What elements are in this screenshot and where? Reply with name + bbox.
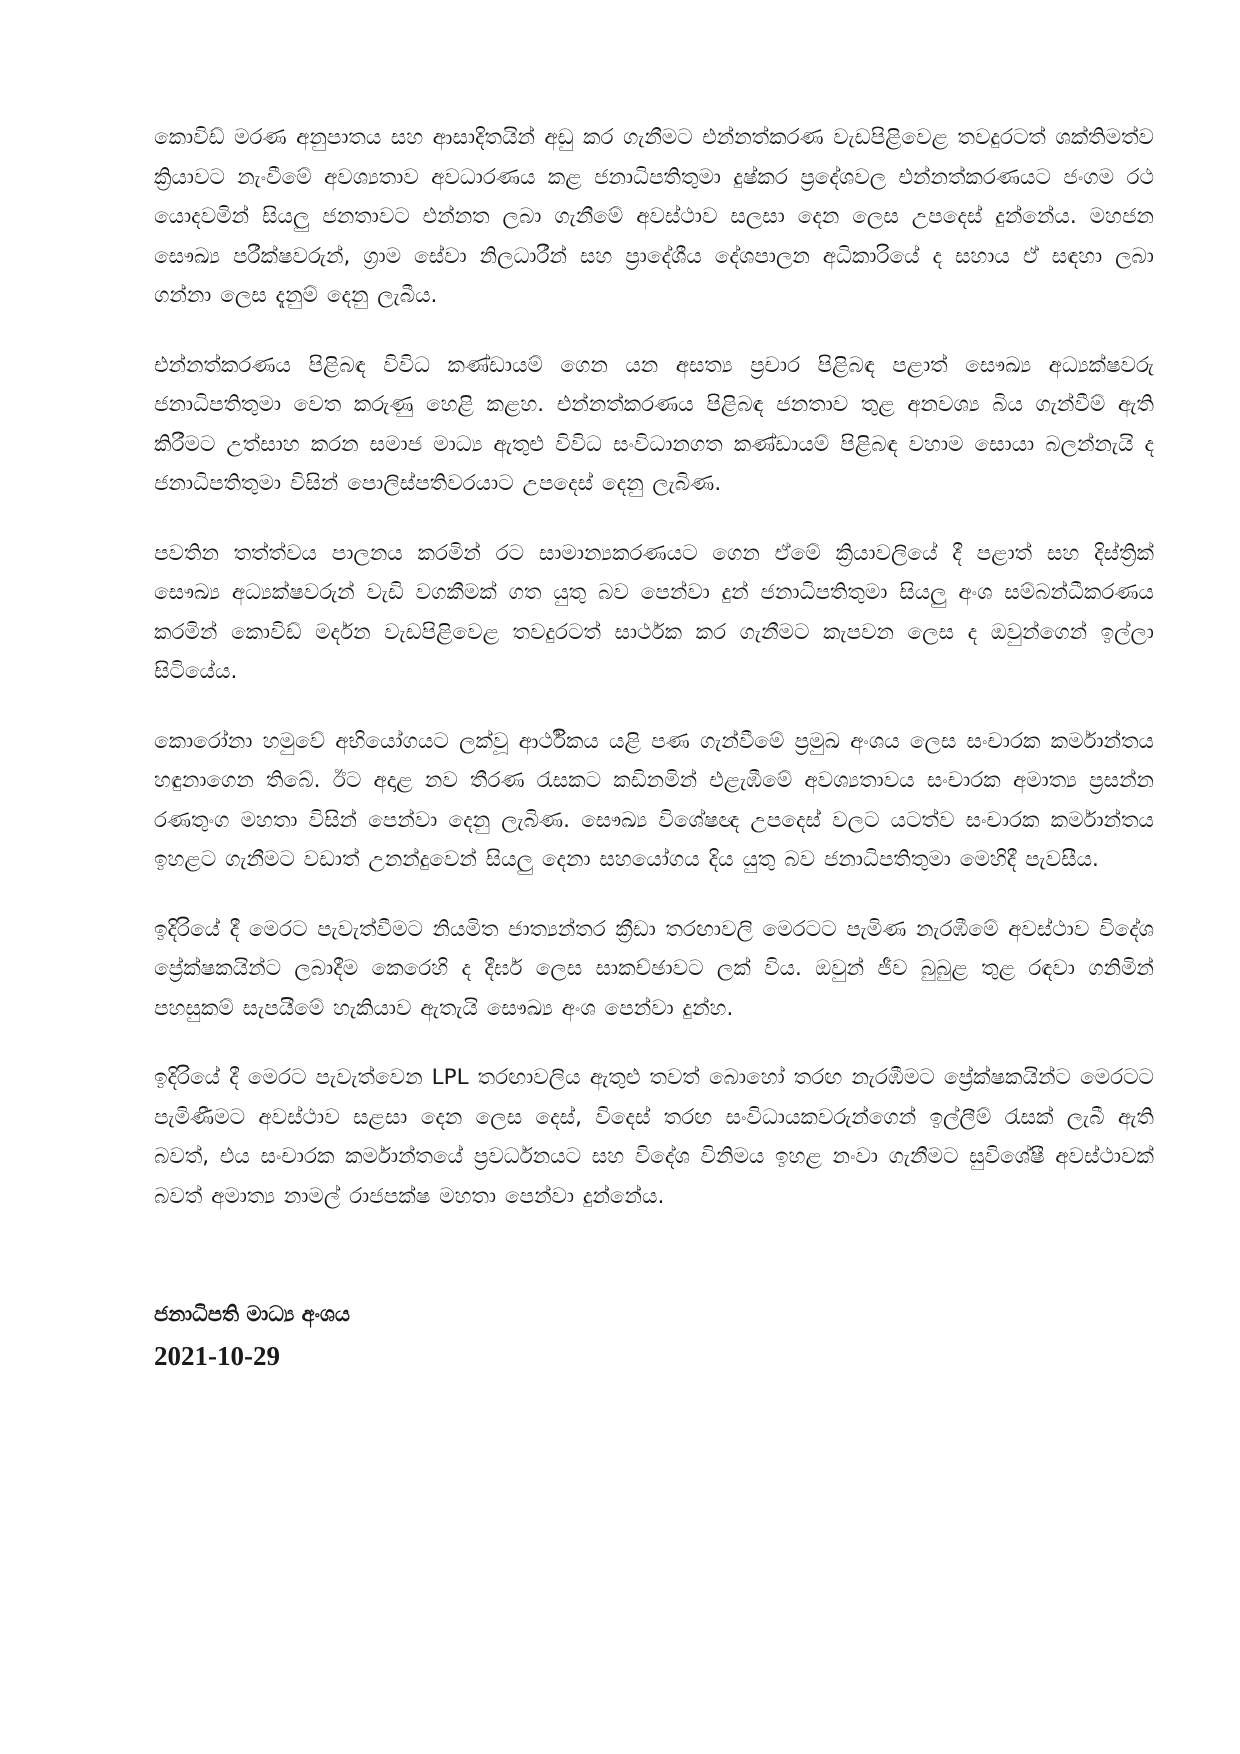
paragraph-3: පවතින තත්ත්වය පාලනය කරමින් රට සාමාන්‍යකරණයට ගෙන ඒමේ ක්‍රියාවලියේ දී පළාත් සහ දිස්ත්‍රික් සෞඛ්‍ය අධ්‍යක්ෂවරුන් වැඩි වගකීමක් ගත යුතු බව පෙන්වා දුන් ජනාධිපතිතුමා සියලු අංශ සම්බන්ධීකරණය කරමින් කොවිඩ් මර්දන වැඩපිළිවෙළ තවදුරටත් සාර්ථක කර ගැනීමට කැපවන ලෙස ද ඔවුන්ගෙන් ඉල්ලා සිටියේය. (154, 540, 1154, 684)
paragraph-5: ඉදිරියේ දී මෙරට පැවැත්වීමට නියමිත ජාත්‍යන්තර ක්‍රීඩා තරඟාවලි මෙරටට පැමිණ නැරඹීමේ අවස්ථාව විදේශ ප්‍රේක්ෂකයින්ට ලබාදීම කෙරෙහි ද දීර්ඝ ලෙස සාකච්ඡාවට ලක් විය. ඔවුන් ජීව බුබුළ තුළ රඳවා ගනිමින් පහසුකම් සැපයීමේ හැකියාව ඇතැයි සෞඛ්‍ය අංශ පෙන්වා දුන්හ. (154, 916, 1154, 1021)
paragraph-4: කොරෝනා හමුවේ අභියෝගයට ලක්වූ ආර්ථිකය යළි පණ ගැන්වීමේ ප්‍රමුඛ අංශය ලෙස සංචාරක කර්මාන්තය හඳුනාගෙන තිබේ. ඊට අදාළ නව තීරණ රැසකට කඩිනමින් එළැඹීමේ අවශ්‍යතාවය සංචාරක අමාත්‍ය ප්‍රසන්න රණතුංග මහතා විසින් පෙන්වා දෙනු ලැබිණ. සෞඛ්‍ය විශේෂඥ උපදෙස් වලට යටත්ව සංචාරක කර්මාන්තය ඉහළට ගැනීමට වඩාත් උනන්දුවෙන් සියලු දෙනා සහයෝගය දිය යුතු බව ජනාධිපතිතුමා මෙහිදී පැවසීය. (154, 728, 1154, 872)
paragraph-6: ඉදිරියේ දී මෙරට පැවැත්වෙන LPL තරඟාවලිය ඇතුළු තවත් බොහෝ තරඟ නැරඹීමට ප්‍රේක්ෂකයින්ට මෙරටට පැමිණීමට අවස්ථාව සළසා දෙන ලෙස දෙස්, විදෙස් තරඟ සංවිධායකවරුන්ගෙන් ඉල්ලීම් රැසක් ලැබී ඇති බවත්, එය සංචාරක කර්මාන්තයේ ප්‍රවර්ධනයට සහ විදේශ විනිමය ඉහළ නංවා ගැනීමට සුවිශේෂී අවස්ථාවක් බවත් අමාත්‍ය නාමල් රාජපක්ෂ මහතා පෙන්වා දුන්නේය. (154, 1065, 1154, 1209)
paragraph-2: එන්නත්කරණය පිළිබඳ විවිධ කණ්ඩායම් ගෙන යන අසත්‍ය ප්‍රචාර පිළිබඳ පළාත් සෞඛ්‍ය අධ්‍යක්ෂවරු ජනාධිපතිතුමා වෙත කරුණු හෙළි කළහ. එන්නත්කරණය පිළිබඳ ජනතාව තුළ අනවශ්‍ය බිය ගැන්වීම් ඇති කිරීමට උත්සාහ කරන සමාජ මාධ්‍ය ඇතුළු විවිධ සංවිධානගත කණ්ඩායම් පිළිබඳ වහාම සොයා බලන්නැයි ද ජනාධිපතිතුමා විසින් පොලිස්පතිවරයාට උපදෙස් දෙනු ලැබිණ. (154, 352, 1154, 496)
paragraph-1: කොවිඩ් මරණ අනුපාතය සහ ආසාදිතයින් අඩු කර ගැනීමට එන්නත්කරණ වැඩපිළිවෙළ තවදුරටත් ශක්තිමත්ව ක්‍රියාවට නැංවීමේ අවශ්‍යතාව අවධාරණය කළ ජනාධිපතිතුමා දුෂ්කර ප්‍රදේශවල එන්නත්කරණයට ජංගම රථ යොදවමින් සියලු ජනතාවට එන්නත ලබා ගැනීමේ අවස්ථාව සලසා දෙන ලෙස උපදෙස් දුන්නේය. මහජන සෞඛ්‍ය පරීක්ෂවරුන්, ග්‍රාම සේවා නිලධාරීන් සහ ප්‍රාදේශීය දේශපාලන අධිකාරියේ ද සහාය ඒ සඳහා ලබා ගන්නා ලෙස දැනුම් දෙනු ලැබීය. (154, 125, 1154, 308)
issue-date: 2021-10-29 (154, 1341, 280, 1371)
signature-block (154, 1296, 1154, 1376)
document-body (154, 118, 1154, 1376)
issuing-office: ජනාධිපති මාධ්‍ය අංශය (154, 1302, 351, 1326)
